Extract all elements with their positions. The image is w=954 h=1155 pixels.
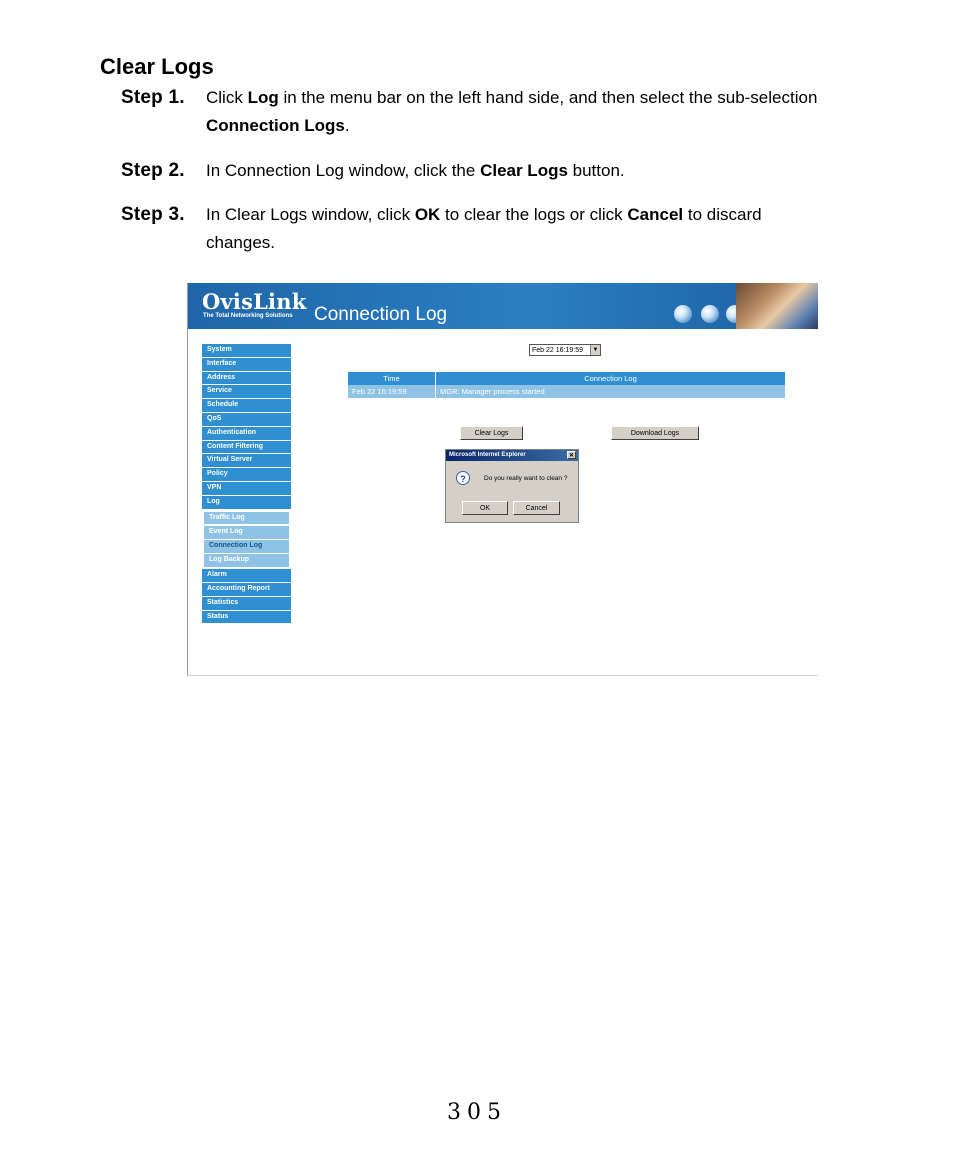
download-logs-button[interactable]: Download Logs bbox=[611, 426, 699, 440]
table-cell-message: MGR: Manager process started bbox=[436, 385, 786, 398]
text-segment: Click bbox=[206, 88, 248, 107]
menu-item-system[interactable]: System bbox=[202, 344, 291, 357]
globe-icon bbox=[674, 305, 692, 323]
page-title: Connection Log bbox=[314, 304, 448, 325]
menu-item-policy[interactable]: Policy bbox=[202, 468, 291, 481]
step-3-line-1 bbox=[206, 201, 762, 229]
step-1-label: Step 1. bbox=[121, 87, 185, 108]
table-header-connection-log: Connection Log bbox=[436, 372, 786, 385]
question-icon: ? bbox=[456, 471, 470, 485]
page-number: 305 bbox=[447, 1100, 507, 1125]
table-cell-time: Feb 22 16:19:59 bbox=[348, 385, 436, 398]
text-segment: to discard bbox=[683, 205, 762, 224]
text-segment: Cancel bbox=[627, 205, 684, 224]
text-segment: to clear the logs or click bbox=[440, 205, 628, 224]
text-segment: In Connection Log window, click the bbox=[206, 161, 481, 180]
cancel-button[interactable]: Cancel bbox=[513, 501, 560, 515]
banner-photo bbox=[736, 283, 818, 329]
menu-item-vpn[interactable]: VPN bbox=[202, 482, 291, 495]
date-select[interactable] bbox=[529, 344, 601, 356]
step-2-label: Step 2. bbox=[121, 160, 185, 181]
brand-logo: OvisLink bbox=[202, 289, 307, 314]
text-segment: Connection Logs bbox=[206, 116, 345, 135]
table-row bbox=[348, 385, 785, 398]
menu-item-alarm[interactable]: Alarm bbox=[202, 569, 291, 582]
banner bbox=[188, 283, 818, 329]
menu-item-interface[interactable]: Interface bbox=[202, 358, 291, 371]
menu-item-schedule[interactable]: Schedule bbox=[202, 399, 291, 412]
date-select-value: Feb 22 16:19:59 bbox=[532, 347, 583, 354]
text-segment: In Clear Logs window, click bbox=[206, 205, 415, 224]
menu-item-qos[interactable]: QoS bbox=[202, 413, 291, 426]
text-segment: button. bbox=[567, 161, 625, 180]
menu-item-content-filtering[interactable]: Content Filtering bbox=[202, 441, 291, 454]
submenu-event-log[interactable]: Event Log bbox=[204, 526, 289, 539]
menu-item-authentication[interactable]: Authentication bbox=[202, 427, 291, 440]
text-segment: OK bbox=[414, 205, 441, 224]
chevron-down-icon[interactable]: ▼ bbox=[590, 345, 600, 355]
globe-icon bbox=[701, 305, 719, 323]
table-header-time: Time bbox=[348, 372, 436, 385]
step-3-line-2 bbox=[206, 229, 275, 257]
ok-button[interactable]: OK bbox=[462, 501, 508, 515]
text-segment: . bbox=[344, 116, 350, 135]
dialog-title: Microsoft Internet Explorer bbox=[449, 452, 526, 458]
menu-item-log[interactable]: Log bbox=[202, 496, 291, 509]
submenu-connection-log[interactable]: Connection Log bbox=[204, 540, 289, 553]
text-segment: changes. bbox=[206, 233, 275, 252]
submenu-traffic-log[interactable]: Traffic Log bbox=[204, 512, 289, 525]
confirm-dialog bbox=[445, 449, 579, 523]
menu-item-accounting-report[interactable]: Accounting Report bbox=[202, 583, 291, 596]
router-ui-screenshot bbox=[187, 283, 818, 676]
connection-log-table bbox=[348, 372, 785, 398]
step-2-line-1 bbox=[206, 157, 625, 185]
sidebar-menu bbox=[202, 344, 291, 624]
clear-logs-button[interactable]: Clear Logs bbox=[460, 426, 523, 440]
dialog-title-bar bbox=[446, 450, 578, 461]
submenu-log-backup[interactable]: Log Backup bbox=[204, 554, 289, 567]
step-1-line-1 bbox=[206, 84, 817, 112]
menu-item-virtual-server[interactable]: Virtual Server bbox=[202, 454, 291, 467]
step-3-label: Step 3. bbox=[121, 204, 185, 225]
dialog-message: Do you really want to clean ? bbox=[484, 475, 568, 482]
close-icon[interactable]: ✕ bbox=[568, 453, 575, 459]
brand-tagline: The Total Networking Solutions bbox=[203, 313, 293, 319]
text-segment: Clear Logs bbox=[480, 161, 568, 180]
menu-item-statistics[interactable]: Statistics bbox=[202, 597, 291, 610]
menu-item-service[interactable]: Service bbox=[202, 385, 291, 398]
text-segment: Log bbox=[247, 88, 279, 107]
step-1-line-2 bbox=[206, 112, 350, 140]
text-segment: in the menu bar on the left hand side, and then select the sub-selection bbox=[278, 88, 818, 107]
menu-item-status[interactable]: Status bbox=[202, 611, 291, 624]
section-title: Clear Logs bbox=[100, 54, 214, 79]
menu-item-address[interactable]: Address bbox=[202, 372, 291, 385]
